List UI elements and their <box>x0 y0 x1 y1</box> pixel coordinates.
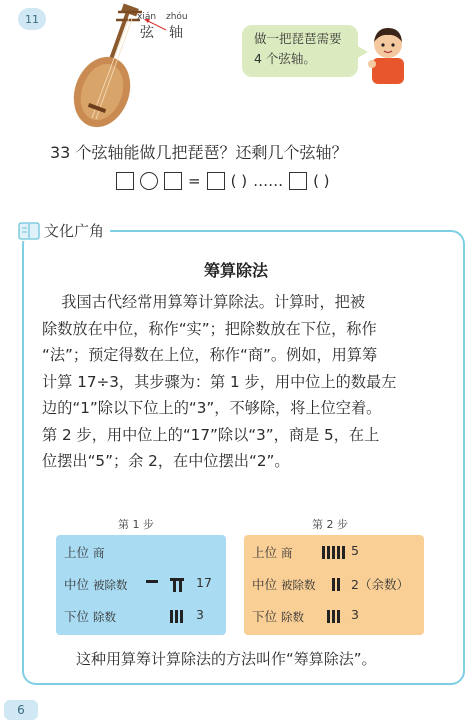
speech-bubble <box>242 25 358 77</box>
bubble-line-2: 4 个弦轴。 <box>254 51 316 66</box>
pipa-illustration <box>70 0 180 132</box>
counting-rod <box>327 610 330 623</box>
page-number: 6 <box>4 700 38 720</box>
step1-panel <box>56 535 226 635</box>
explanation-paragraph <box>42 289 450 475</box>
counting-rod <box>173 578 176 592</box>
counting-rod <box>327 546 330 559</box>
equation-template <box>116 170 330 192</box>
paragraph-line: 边的“1”除以下位上的“3”，不够除，将上位空着。 <box>42 399 382 417</box>
mid-value: 2（余数） <box>351 577 409 592</box>
counting-rod <box>179 578 182 592</box>
counting-rod <box>332 610 335 623</box>
label-xian: 弦 <box>140 25 154 41</box>
remainder-dots: …… <box>253 172 284 190</box>
conclusion-text: 这种用算筹计算除法的方法叫作“筹算除法”。 <box>76 650 377 668</box>
paragraph-line: 位摆出“5”；余 2，在中位摆出“2”。 <box>42 452 290 470</box>
boy-illustration <box>366 22 410 84</box>
counting-rod <box>337 610 340 623</box>
unit-paren: ( ) <box>230 172 248 190</box>
counting-rod <box>322 546 325 559</box>
step1-label: 第 1 步 <box>118 518 154 531</box>
bubble-line-1: 做一把琵琶需要 <box>254 31 342 46</box>
label-zhou: 轴 <box>169 25 183 41</box>
paragraph-line: 计算 17÷3，其步骤为：第 1 步，用中位上的数最左 <box>42 372 397 391</box>
pinyin-xian: xián <box>137 12 157 22</box>
answer-box[interactable] <box>289 172 307 190</box>
bot-value: 3 <box>196 607 204 622</box>
counting-rod <box>175 610 178 623</box>
top-value: 5 <box>351 543 359 558</box>
question-text: 33 个弦轴能做几把琵琶？还剩几个弦轴？ <box>50 143 348 162</box>
unit-paren: ( ) <box>313 172 330 190</box>
counting-rod <box>342 546 345 559</box>
culture-heading-text: 文化广角 <box>44 222 105 240</box>
counting-rod <box>332 546 335 559</box>
counting-rod <box>146 580 158 583</box>
paragraph-line: “法”；预定得数在上位，称作“商”。例如，用算筹 <box>42 346 378 364</box>
counting-rod <box>337 578 340 591</box>
culture-heading <box>18 220 110 241</box>
step2-label: 第 2 步 <box>312 518 348 531</box>
row-top-label: 上位 商 <box>252 545 293 560</box>
paragraph-line: 第 2 步，用中位上的“17”除以“3”，商是 5，在上 <box>42 425 380 444</box>
answer-box[interactable] <box>116 172 134 190</box>
counting-rod <box>337 546 340 559</box>
book-icon <box>18 221 40 241</box>
operator-circle[interactable] <box>140 172 158 190</box>
paragraph-line: 我国古代经常用算筹计算除法。计算时，把被 <box>42 293 366 311</box>
row-top-label: 上位 商 <box>64 545 105 560</box>
answer-box[interactable] <box>164 172 182 190</box>
counting-rod <box>332 578 335 591</box>
row-bot-label: 下位 除数 <box>252 609 304 624</box>
pinyin-zhou: zhóu <box>166 12 188 22</box>
equals-sign: = <box>188 172 201 190</box>
step2-panel <box>244 535 424 635</box>
counting-rod <box>180 610 183 623</box>
answer-box[interactable] <box>207 172 225 190</box>
row-mid-label: 中位 被除数 <box>64 577 128 592</box>
counting-rod <box>170 610 173 623</box>
bot-value: 3 <box>351 607 359 622</box>
section-title: 筹算除法 <box>203 261 268 280</box>
lesson-badge: 11 <box>18 8 46 30</box>
row-bot-label: 下位 除数 <box>64 609 116 624</box>
row-mid-label: 中位 被除数 <box>252 577 316 592</box>
mid-value: 17 <box>196 575 212 590</box>
paragraph-line: 除数放在中位，称作“实”；把除数放在下位，称作 <box>42 319 377 338</box>
